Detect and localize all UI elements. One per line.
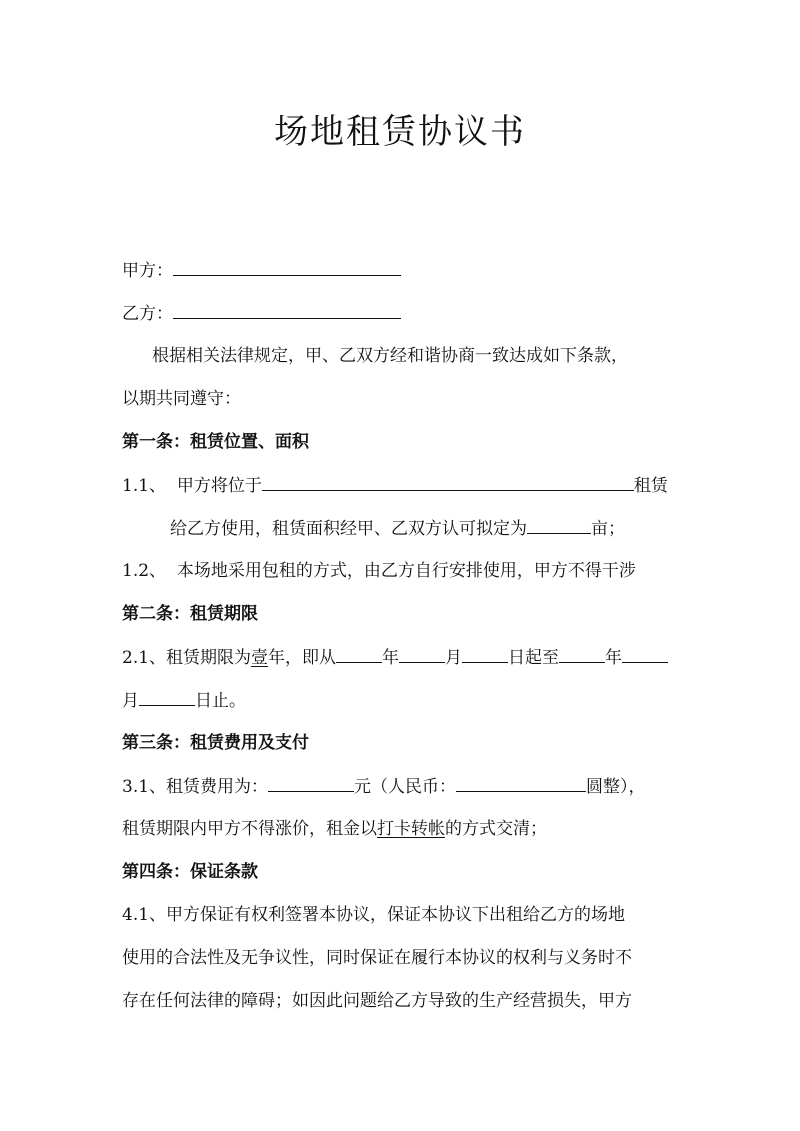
article-2-heading: 第二条：租赁期限 <box>122 604 258 624</box>
clause-text: 年，即从 <box>268 648 337 668</box>
end-month-blank-a[interactable] <box>622 644 668 663</box>
clause-text: 租赁 <box>633 476 668 496</box>
clause-text: 的方式交清； <box>445 819 547 839</box>
article-1-heading: 第一条：租赁位置、面积 <box>122 432 309 452</box>
start-day-blank[interactable] <box>462 644 508 663</box>
clause-2-1-cont <box>122 687 246 713</box>
term-value: 壹 <box>251 648 269 668</box>
intro-line-1: 根据相关法律规定，甲、乙双方经和谐协商一致达成如下条款， <box>152 346 628 366</box>
clause-3-1-line <box>122 773 646 799</box>
clause-1-1-cont <box>170 515 625 541</box>
party-b-line <box>122 300 401 326</box>
clause-number: 1.2、 <box>122 561 167 581</box>
clause-text: 2.1、租赁期限为 <box>122 648 252 668</box>
page-title: 场地租赁协议书 <box>274 112 526 152</box>
party-b-blank[interactable] <box>173 300 401 319</box>
clause-1-1-line <box>122 472 668 498</box>
clause-text: 圆整）， <box>586 777 646 797</box>
party-a-blank[interactable] <box>173 257 401 276</box>
clause-text: 租赁期限内甲方不得涨价，租金以 <box>122 819 377 839</box>
month-label: 月 <box>445 648 463 668</box>
clause-4-1-line-1: 4.1、甲方保证有权利签署本协议，保证本协议下出租给乙方的场地 <box>122 905 626 925</box>
party-b-label: 乙方： <box>122 304 173 324</box>
month-label: 月 <box>122 691 139 711</box>
party-a-line <box>122 257 401 283</box>
location-blank[interactable] <box>262 472 634 491</box>
end-year-blank[interactable] <box>559 644 605 663</box>
clause-2-1-line <box>122 644 668 670</box>
clause-number: 1.1、 <box>122 476 167 496</box>
clause-text: 元（人民币： <box>354 777 457 797</box>
fee-amount-blank[interactable] <box>268 773 354 792</box>
payment-method: 打卡转帐 <box>377 819 445 839</box>
clause-4-1-line-3: 存在任何法律的障碍；如因此问题给乙方导致的生产经营损失，甲方 <box>122 991 632 1011</box>
year-label: 年 <box>605 648 623 668</box>
clause-text: 日止。 <box>195 691 246 711</box>
clause-4-1-line-2: 使用的合法性及无争议性，同时保证在履行本协议的权利与义务时不 <box>122 948 632 968</box>
year-label: 年 <box>382 648 400 668</box>
clause-1-2-line <box>122 558 636 584</box>
clause-text: 亩； <box>591 519 625 539</box>
clause-3-1-cont <box>122 816 547 842</box>
clause-text: 3.1、租赁费用为： <box>122 777 269 797</box>
area-blank[interactable] <box>527 515 591 534</box>
clause-text: 给乙方使用，租赁面积经甲、乙双方认可拟定为 <box>170 519 527 539</box>
clause-text: 本场地采用包租的方式，由乙方自行安排使用，甲方不得干涉 <box>176 561 636 581</box>
start-month-blank[interactable] <box>399 644 445 663</box>
intro-line-2: 以期共同遵守： <box>122 389 241 409</box>
clause-text: 甲方将位于 <box>176 476 262 496</box>
end-day-blank[interactable] <box>139 687 195 706</box>
article-3-heading: 第三条：租赁费用及支付 <box>122 733 309 753</box>
clause-text: 日起至 <box>508 648 560 668</box>
start-year-blank[interactable] <box>336 644 382 663</box>
fee-rmb-blank[interactable] <box>456 773 586 792</box>
article-4-heading: 第四条：保证条款 <box>122 862 258 882</box>
party-a-label: 甲方： <box>122 261 173 281</box>
